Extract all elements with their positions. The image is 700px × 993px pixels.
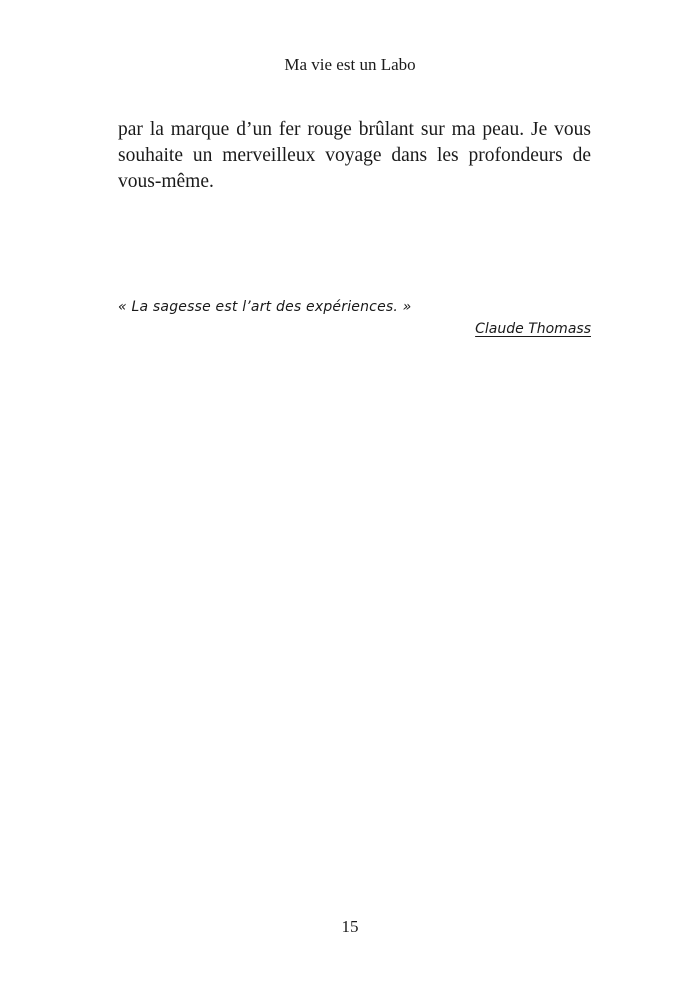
- paragraph-line: souhaite un merveilleux voyage dans les profondeurs de: [118, 145, 591, 166]
- paragraph-line: vous-même.: [118, 171, 214, 192]
- epigraph-author: Claude Thomass: [475, 321, 591, 337]
- epigraph-quote: « La sagesse est l’art des expériences. »: [118, 299, 412, 315]
- page-number: 15: [341, 917, 359, 936]
- body-paragraph: [118, 117, 591, 195]
- paragraph-line: par la marque d’un fer rouge brûlant sur ma peau. Je vous: [118, 119, 591, 140]
- running-header: Ma vie est un Labo: [284, 55, 416, 74]
